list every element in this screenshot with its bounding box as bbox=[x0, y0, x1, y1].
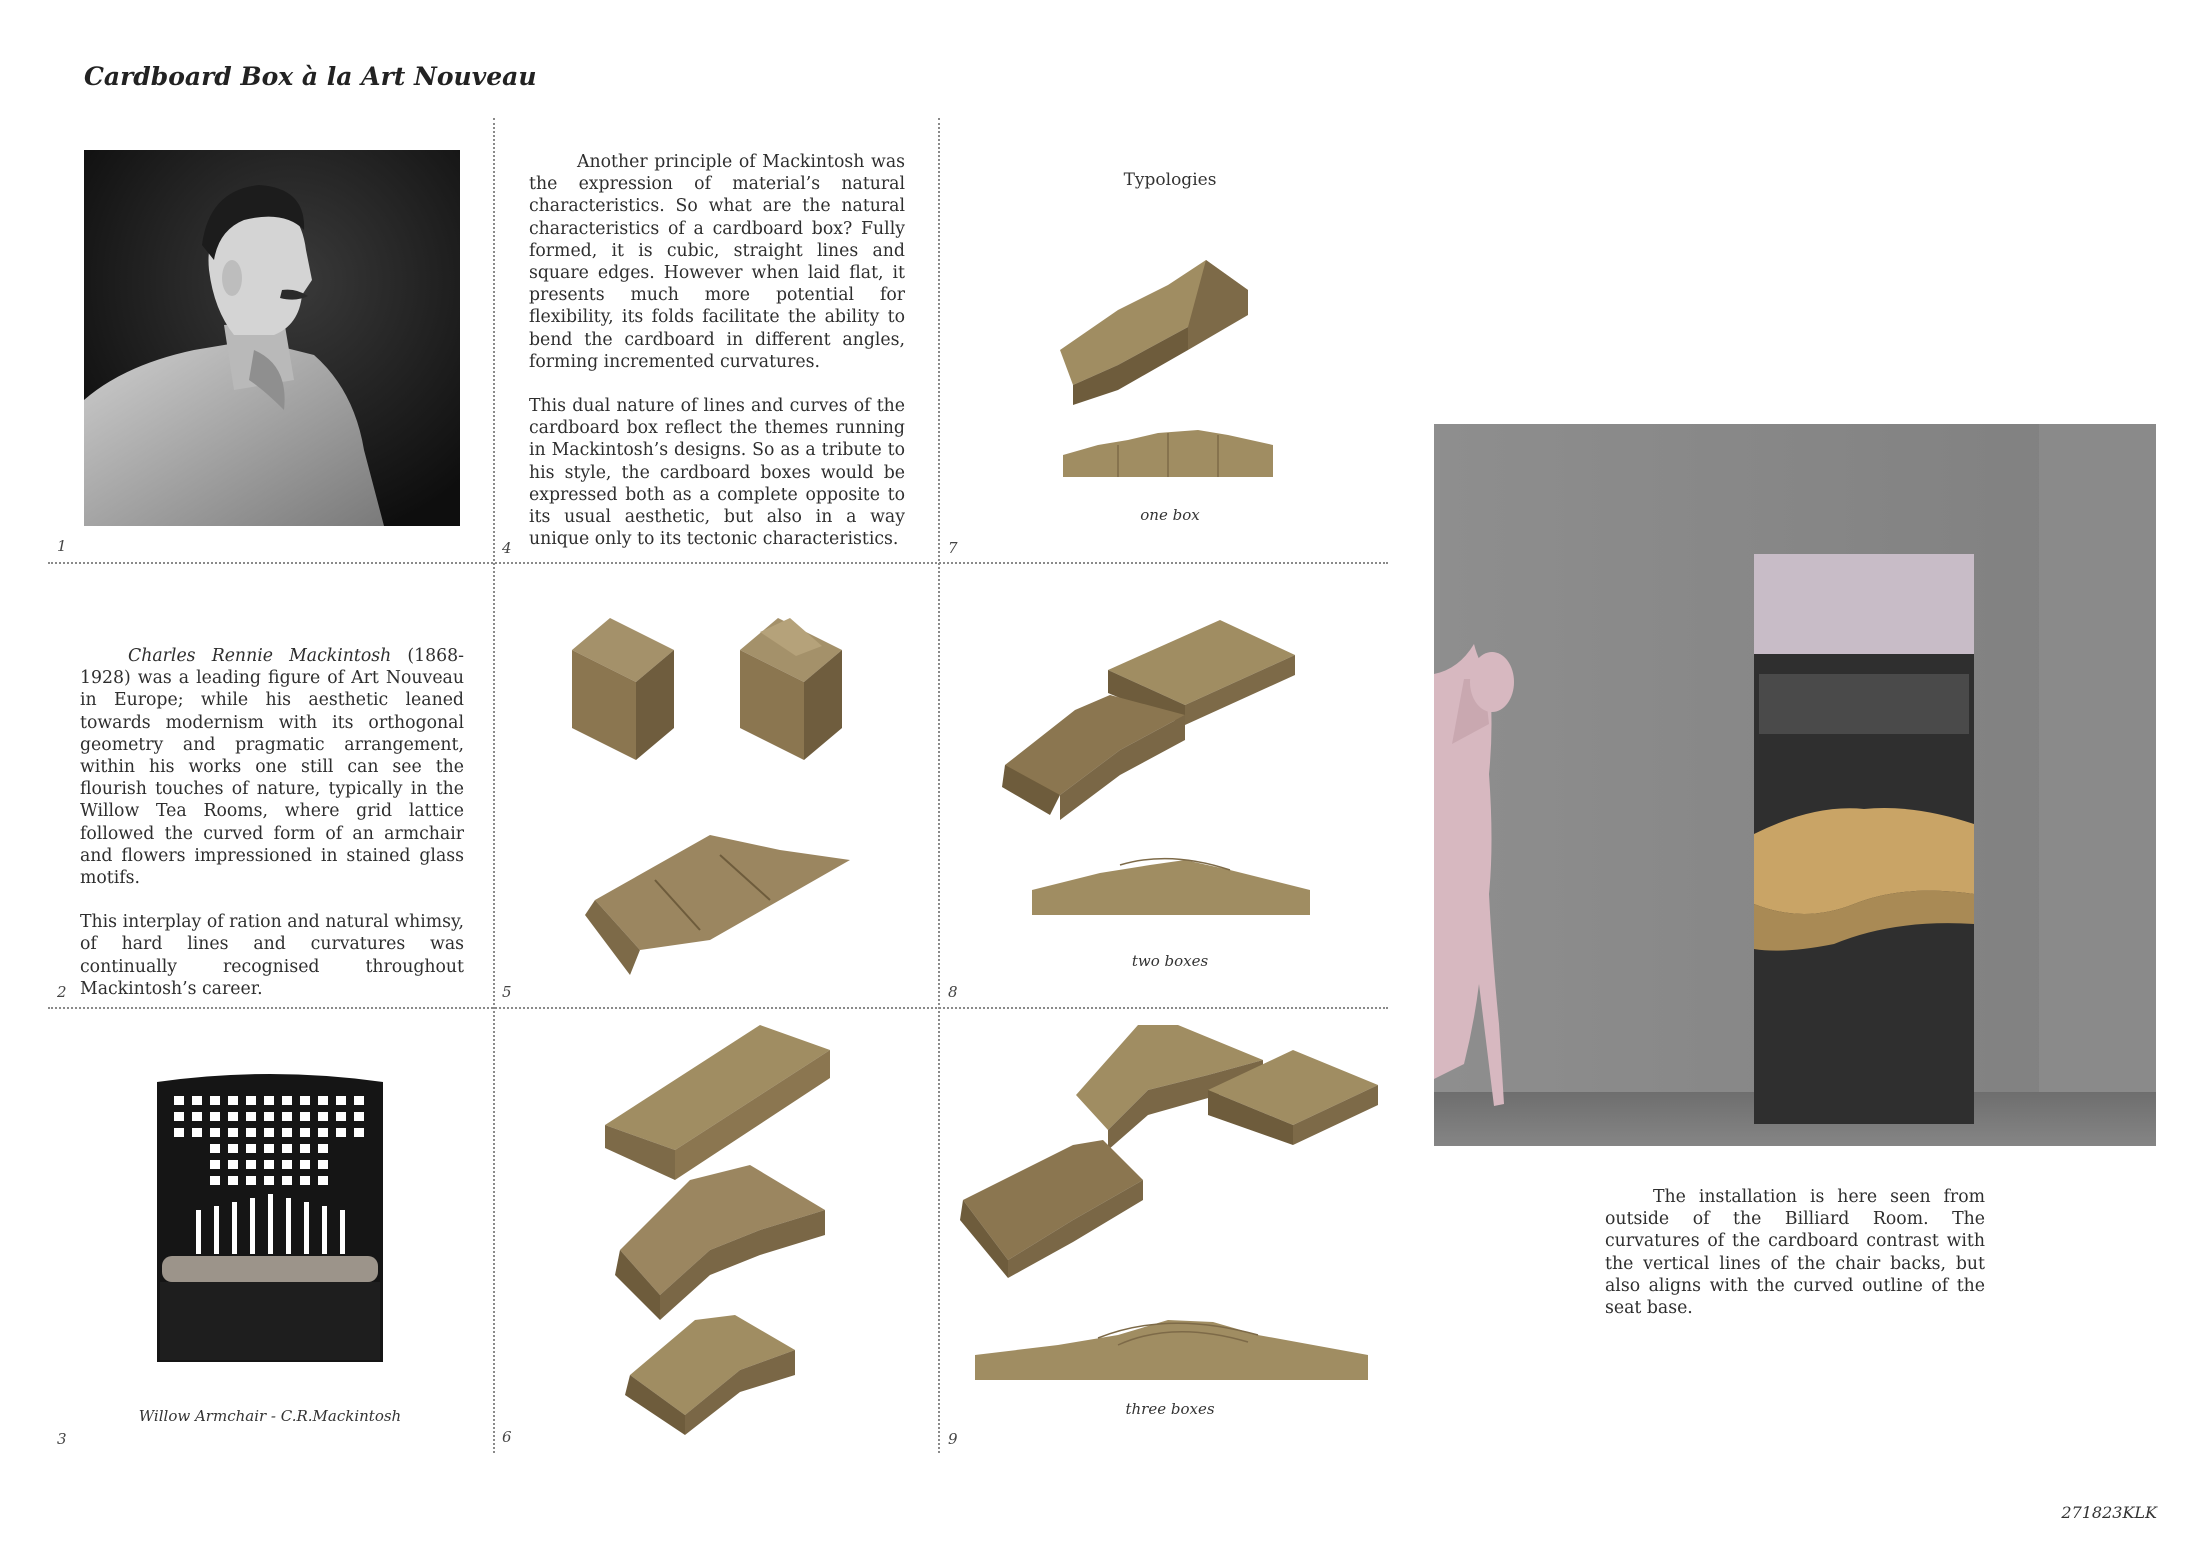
panel-number-9: 9 bbox=[948, 1430, 958, 1448]
grid-divider-v2 bbox=[938, 118, 940, 1453]
typologies-heading: Typologies bbox=[1123, 170, 1217, 190]
panel-4-paragraph-1: Another principle of Mackintosh was the expression of material’s natural characteristics. So what are the natural characteristics of a cardboard box? Fully formed, it is cubic, straight lines and square edges. However when laid flat, it presents much more potential for flexibility, its folds facilitate the ability to bend the cardboard in different angles, forming incremented curvatures. bbox=[529, 152, 905, 372]
student-reference: 271823KLK bbox=[2061, 1503, 2157, 1522]
page-title: Cardboard Box à la Art Nouveau bbox=[84, 62, 537, 91]
flat-and-formed-boxes-diagram bbox=[560, 610, 860, 980]
panel-number-3: 3 bbox=[57, 1430, 67, 1448]
panel-number-6: 6 bbox=[502, 1428, 512, 1446]
panel-number-8: 8 bbox=[948, 983, 958, 1001]
panel-number-2: 2 bbox=[57, 983, 67, 1001]
panel-number-7: 7 bbox=[948, 539, 958, 557]
panel-number-5: 5 bbox=[502, 983, 512, 1001]
mackintosh-portrait bbox=[84, 150, 460, 526]
panel-2-paragraph-2: This interplay of ration and natural whimsy, of hard lines and curvatures was continually recognised throughout Mackintosh’s career. bbox=[80, 912, 464, 999]
installation-caption: The installation is here seen from outside of the Billiard Room. The curvatures of the cardboard contrast with the vertical lines of the chair backs, but also aligns with the curved outline of the seat base. bbox=[1605, 1187, 1985, 1319]
one-box-caption: one box bbox=[1140, 506, 1200, 524]
mackintosh-name: Charles Rennie Mackintosh bbox=[128, 646, 392, 666]
three-boxes-caption: three boxes bbox=[1125, 1400, 1215, 1418]
two-boxes-caption: two boxes bbox=[1131, 952, 1209, 970]
panel-4-text bbox=[529, 151, 905, 572]
panel-2-paragraph-1 bbox=[80, 645, 464, 889]
panel-3-caption: Willow Armchair - C.R.Mackintosh bbox=[138, 1407, 402, 1425]
curved-box-forms-diagram bbox=[600, 1020, 840, 1435]
grid-divider-v1 bbox=[493, 118, 495, 1453]
panel-4-paragraph-2: This dual nature of lines and curves of the cardboard box reflect the themes running in Mackintosh’s designs. So as a tribute to his style, the cardboard boxes would be expressed both as a complete opposite to its usual aesthetic, but also in a way unique only to its tectonic characteristics. bbox=[529, 396, 905, 550]
panel-2-paragraph-1-body: (1868-1928) was a leading figure of Art Nouveau in Europe; while his aesthetic leaned towards modernism with its orthogonal geometry and pragmatic arrangement, within his works one still can see the flourish touches of nature, typically in the Willow Tea Rooms, where grid lattice followed the curved form of an armchair and flowers impressioned in stained glass motifs. bbox=[80, 646, 464, 889]
installation-rendering bbox=[1434, 424, 2156, 1146]
panel-number-1: 1 bbox=[57, 537, 67, 555]
three-boxes-diagram bbox=[958, 1020, 1378, 1382]
panel-number-4: 4 bbox=[502, 539, 512, 557]
willow-armchair-image bbox=[152, 1072, 388, 1368]
panel-2-text bbox=[80, 645, 464, 1022]
one-box-diagram bbox=[1058, 255, 1278, 480]
two-boxes-diagram bbox=[1000, 615, 1320, 920]
